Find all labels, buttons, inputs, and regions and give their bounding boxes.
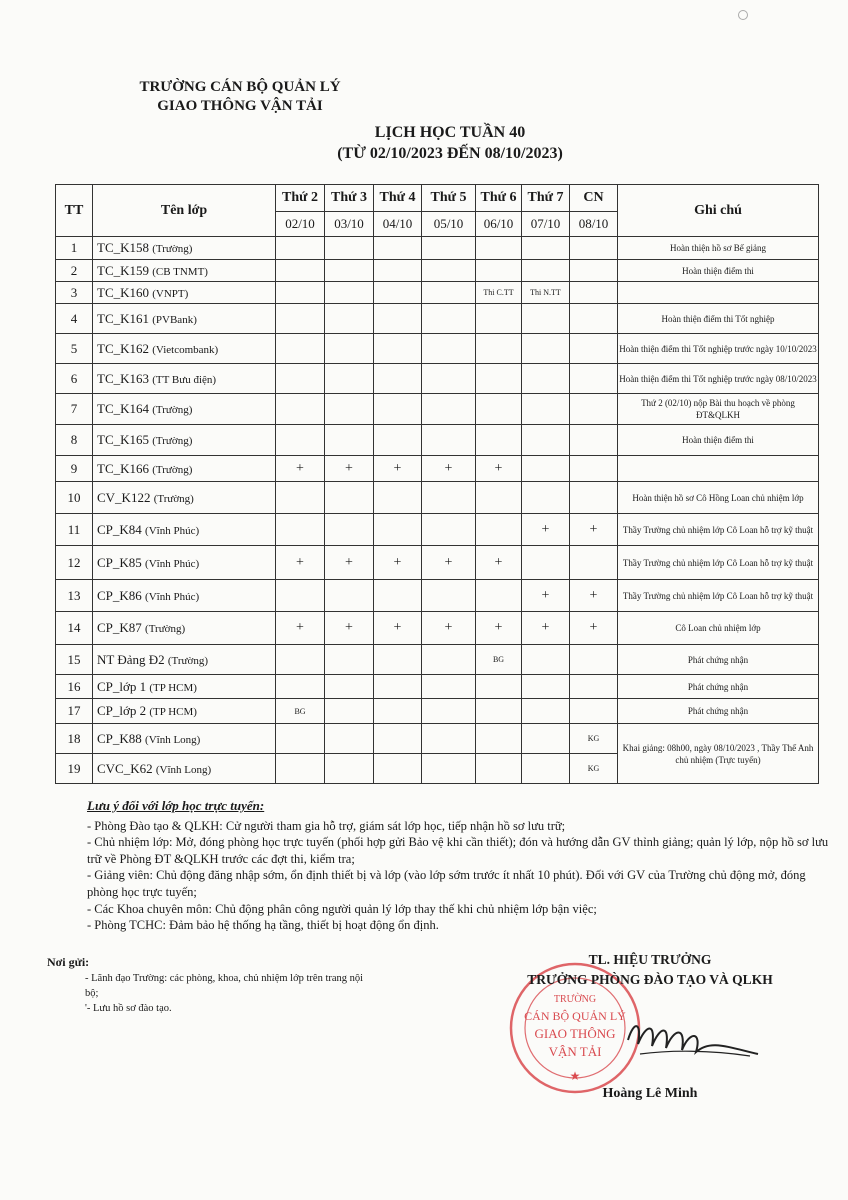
class-code: CVC_K62 xyxy=(97,760,153,776)
table-row xyxy=(56,482,819,514)
header-date: 04/10 xyxy=(374,212,422,237)
day-cell xyxy=(276,724,325,754)
signature-block xyxy=(480,950,820,990)
day-cell xyxy=(276,580,325,612)
row-number: 4 xyxy=(56,304,93,334)
row-number: 13 xyxy=(56,580,93,612)
handwritten-signature xyxy=(620,1010,760,1070)
day-cell xyxy=(374,304,422,334)
row-number: 18 xyxy=(56,724,93,754)
note-item: - Phòng Đào tạo & QLKH: Cử người tham gia hỗ trợ, giám sát lớp học, tiếp nhận hồ sơ lưu trữ; xyxy=(87,818,566,833)
note-cell: Phát chứng nhận xyxy=(618,699,819,724)
day-cell: + xyxy=(570,514,618,546)
notes-list xyxy=(87,818,832,934)
class-name-cell xyxy=(93,675,276,699)
day-cell xyxy=(422,675,476,699)
note-cell: Phát chứng nhận xyxy=(618,675,819,699)
day-cell xyxy=(522,425,570,456)
class-code: TC_K162 xyxy=(97,340,149,356)
day-cell: + xyxy=(476,456,522,482)
table-row xyxy=(56,514,819,546)
day-cell xyxy=(522,334,570,364)
class-location: (TT Bưu điện) xyxy=(152,373,217,386)
day-cell xyxy=(276,514,325,546)
sign-line2: TRƯỞNG PHÒNG ĐÀO TẠO VÀ QLKH xyxy=(527,972,773,987)
day-cell: Thi N.TT xyxy=(522,282,570,304)
table-row xyxy=(56,394,819,425)
class-location: (Vĩnh Phúc) xyxy=(145,524,200,537)
class-name-cell xyxy=(93,546,276,580)
class-code: TC_K158 xyxy=(97,240,149,255)
table-row xyxy=(56,645,819,675)
class-name-cell xyxy=(93,260,276,282)
day-cell xyxy=(476,260,522,282)
title-date-range: (TỪ 02/10/2023 ĐẾN 08/10/2023) xyxy=(337,145,563,162)
stamp-text-4: VẬN TẢI xyxy=(548,1044,602,1059)
day-cell xyxy=(325,237,374,260)
day-cell xyxy=(522,394,570,425)
day-cell xyxy=(374,425,422,456)
table-row xyxy=(56,425,819,456)
day-cell xyxy=(570,456,618,482)
day-cell xyxy=(570,282,618,304)
note-cell: Hoàn thiện điểm thi xyxy=(618,260,819,282)
class-code: TC_K165 xyxy=(97,432,149,447)
table-row xyxy=(56,612,819,645)
class-code: CP_K84 xyxy=(97,521,142,537)
day-cell: + xyxy=(522,612,570,645)
note-cell: Thứ 2 (02/10) nộp Bài thu hoạch về phòng ĐT&QLKH xyxy=(618,394,819,425)
day-cell xyxy=(570,546,618,580)
recipient-item: - Lãnh đạo Trường: các phòng, khoa, chủ nhiệm lớp trên trang nội bộ; xyxy=(85,973,364,999)
class-name-cell xyxy=(93,724,276,754)
table-row xyxy=(56,546,819,580)
day-cell: + xyxy=(325,612,374,645)
title-week: LỊCH HỌC TUẦN 40 xyxy=(374,124,526,141)
class-location: (Trường) xyxy=(152,435,193,447)
note-cell xyxy=(618,282,819,304)
header-date: 08/10 xyxy=(570,212,618,237)
day-cell xyxy=(325,304,374,334)
row-number: 5 xyxy=(56,334,93,364)
day-cell xyxy=(570,334,618,364)
day-cell: Thi C.TT xyxy=(476,282,522,304)
day-cell: + xyxy=(422,612,476,645)
day-cell xyxy=(570,394,618,425)
day-cell xyxy=(325,425,374,456)
day-cell xyxy=(325,364,374,394)
document-title xyxy=(230,122,670,164)
day-cell xyxy=(374,364,422,394)
header-day: Thứ 3 xyxy=(325,185,374,212)
day-cell xyxy=(522,754,570,784)
note-cell: Hoàn thiện điểm thi Tốt nghiệp xyxy=(618,304,819,334)
note-cell: Thầy Trường chủ nhiệm lớp Cô Loan hỗ trợ kỹ thuật xyxy=(618,514,819,546)
class-code: CP_K85 xyxy=(97,554,142,570)
row-number: 17 xyxy=(56,699,93,724)
signer-name: Hoàng Lê Minh xyxy=(602,1086,698,1101)
day-cell xyxy=(325,699,374,724)
day-cell xyxy=(374,282,422,304)
table-row xyxy=(56,304,819,334)
class-location: (Vietcombank) xyxy=(152,343,219,356)
day-cell xyxy=(522,724,570,754)
day-cell xyxy=(476,237,522,260)
day-cell xyxy=(570,675,618,699)
recipient-item: '- Lưu hồ sơ đào tạo. xyxy=(85,1003,172,1014)
class-name-cell xyxy=(93,514,276,546)
day-cell xyxy=(422,724,476,754)
sign-line1: TL. HIỆU TRƯỞNG xyxy=(588,952,712,967)
corner-mark xyxy=(738,10,748,20)
class-name-cell xyxy=(93,456,276,482)
class-location: (Vĩnh Phúc) xyxy=(145,590,200,603)
note-item: - Chủ nhiệm lớp: Mở, đóng phòng học trực tuyến (phối hợp gửi Bảo vệ khi cần thiết); đón và hướng dẫn GV thỉnh giảng; quản lý lớp, nộp hồ sơ lưu trữ về Phòng ĐT &QLKH trước các đợt thi, kiểm tra; xyxy=(87,835,829,866)
table-row xyxy=(56,237,819,260)
day-cell: + xyxy=(374,456,422,482)
class-code: CP_lớp 1 xyxy=(97,678,147,694)
day-cell xyxy=(422,260,476,282)
day-cell xyxy=(325,645,374,675)
table-row xyxy=(56,364,819,394)
day-cell xyxy=(276,364,325,394)
header-day: Thứ 6 xyxy=(476,185,522,212)
day-cell xyxy=(422,754,476,784)
class-code: TC_K166 xyxy=(97,460,149,476)
day-cell xyxy=(522,260,570,282)
day-cell xyxy=(522,456,570,482)
row-number: 15 xyxy=(56,645,93,675)
day-cell: + xyxy=(476,612,522,645)
day-cell xyxy=(422,580,476,612)
day-cell: + xyxy=(374,546,422,580)
day-cell: + xyxy=(570,612,618,645)
day-cell xyxy=(422,282,476,304)
day-cell xyxy=(325,482,374,514)
day-cell xyxy=(374,482,422,514)
class-location: (Trường) xyxy=(152,243,193,255)
class-code: CP_lớp 2 xyxy=(97,703,147,718)
class-name-cell xyxy=(93,645,276,675)
day-cell: BG xyxy=(476,645,522,675)
class-location: (TP HCM) xyxy=(149,706,197,718)
day-cell xyxy=(476,514,522,546)
header-tt: TT xyxy=(56,185,93,237)
day-cell xyxy=(276,425,325,456)
day-cell xyxy=(522,546,570,580)
note-item: - Phòng TCHC: Đảm bảo hệ thống hạ tầng, thiết bị hoạt động ổn định. xyxy=(87,918,439,933)
day-cell xyxy=(570,304,618,334)
stamp-text-3: GIAO THÔNG xyxy=(534,1026,616,1041)
day-cell xyxy=(522,675,570,699)
svg-text:★: ★ xyxy=(569,1069,581,1083)
class-code: TC_K159 xyxy=(97,262,149,278)
day-cell: + xyxy=(374,612,422,645)
day-cell xyxy=(522,237,570,260)
day-cell xyxy=(476,699,522,724)
class-code: CP_K87 xyxy=(97,620,142,635)
day-cell xyxy=(276,304,325,334)
row-number: 3 xyxy=(56,282,93,304)
row-number: 6 xyxy=(56,364,93,394)
class-name-cell xyxy=(93,394,276,425)
class-name-cell xyxy=(93,699,276,724)
table-row xyxy=(56,260,819,282)
class-code: TC_K163 xyxy=(97,370,149,386)
day-cell xyxy=(522,364,570,394)
class-location: (Trường) xyxy=(152,404,193,416)
day-cell: + xyxy=(476,546,522,580)
class-code: TC_K161 xyxy=(97,310,149,326)
day-cell xyxy=(476,675,522,699)
header-date: 02/10 xyxy=(276,212,325,237)
row-number: 11 xyxy=(56,514,93,546)
class-location: (Trường) xyxy=(153,492,194,505)
class-name-cell xyxy=(93,482,276,514)
day-cell xyxy=(374,580,422,612)
table-row xyxy=(56,675,819,699)
class-location: (TP HCM) xyxy=(149,681,197,694)
class-code: TC_K164 xyxy=(97,401,149,416)
header-note: Ghi chú xyxy=(618,185,819,237)
class-name-cell xyxy=(93,580,276,612)
day-cell xyxy=(476,304,522,334)
class-name-cell xyxy=(93,425,276,456)
day-cell xyxy=(422,645,476,675)
day-cell xyxy=(476,580,522,612)
day-cell xyxy=(325,724,374,754)
school-name-line1: TRƯỜNG CÁN BỘ QUẢN LÝ xyxy=(139,79,341,95)
recipients-heading: Nơi gửi: xyxy=(47,955,90,969)
header-date: 03/10 xyxy=(325,212,374,237)
day-cell xyxy=(374,699,422,724)
day-cell xyxy=(325,514,374,546)
school-name xyxy=(95,78,385,116)
day-cell xyxy=(422,334,476,364)
day-cell xyxy=(422,514,476,546)
class-name-cell xyxy=(93,282,276,304)
table-row xyxy=(56,580,819,612)
day-cell xyxy=(276,237,325,260)
day-cell xyxy=(325,675,374,699)
class-location: (Trường) xyxy=(145,623,186,635)
class-name-cell xyxy=(93,364,276,394)
header-date: 07/10 xyxy=(522,212,570,237)
header-date: 06/10 xyxy=(476,212,522,237)
day-cell xyxy=(374,237,422,260)
day-cell: BG xyxy=(276,699,325,724)
day-cell xyxy=(374,514,422,546)
class-location: (VNPT) xyxy=(152,287,189,300)
day-cell: + xyxy=(325,546,374,580)
table-row xyxy=(56,282,819,304)
day-cell xyxy=(276,645,325,675)
class-name-cell xyxy=(93,304,276,334)
day-cell xyxy=(374,724,422,754)
class-code: CP_K88 xyxy=(97,730,142,746)
day-cell xyxy=(422,304,476,334)
header-date: 05/10 xyxy=(422,212,476,237)
class-location: (PVBank) xyxy=(152,313,197,326)
day-cell xyxy=(570,237,618,260)
class-location: (Vĩnh Long) xyxy=(155,763,212,776)
header-day: CN xyxy=(570,185,618,212)
day-cell xyxy=(276,482,325,514)
day-cell: + xyxy=(276,546,325,580)
day-cell: + xyxy=(276,612,325,645)
stamp-text-1: TRƯỜNG xyxy=(553,994,597,1005)
note-cell: Khai giảng: 08h00, ngày 08/10/2023 , Thầy Thế Anh chủ nhiệm (Trực tuyến) xyxy=(618,724,819,784)
day-cell: + xyxy=(570,580,618,612)
note-cell: Hoàn thiện điểm thi xyxy=(618,425,819,456)
day-cell xyxy=(422,699,476,724)
note-item: - Giảng viên: Chủ động đăng nhập sớm, ổn định thiết bị và lớp (vào lớp sớm trước ít nhất 10 phút). Đối với GV của Trường chủ động mở, đóng phòng học trực tuyến; xyxy=(87,868,806,899)
class-location: (Trường) xyxy=(152,463,193,476)
row-number: 14 xyxy=(56,612,93,645)
day-cell xyxy=(570,699,618,724)
row-number: 9 xyxy=(56,456,93,482)
row-number: 7 xyxy=(56,394,93,425)
day-cell xyxy=(570,425,618,456)
day-cell xyxy=(476,334,522,364)
class-name-cell xyxy=(93,237,276,260)
day-cell xyxy=(325,282,374,304)
class-name-cell xyxy=(93,612,276,645)
day-cell xyxy=(325,754,374,784)
day-cell xyxy=(476,724,522,754)
day-cell xyxy=(374,394,422,425)
class-location: (Vĩnh Phúc) xyxy=(145,557,200,570)
day-cell xyxy=(570,260,618,282)
day-cell xyxy=(276,334,325,364)
header-day: Thứ 4 xyxy=(374,185,422,212)
note-cell: Cô Loan chủ nhiệm lớp xyxy=(618,612,819,645)
day-cell: KG xyxy=(570,724,618,754)
class-code: NT Đảng Đ2 xyxy=(97,651,165,667)
note-cell: Thầy Trường chủ nhiệm lớp Cô Loan hỗ trợ kỹ thuật xyxy=(618,580,819,612)
day-cell xyxy=(522,482,570,514)
note-cell: Hoàn thiện điểm thi Tốt nghiệp trước ngày 10/10/2023 xyxy=(618,334,819,364)
notes-heading: Lưu ý đối với lớp học trực tuyến: xyxy=(87,798,265,813)
class-location: (Trường) xyxy=(167,654,208,667)
recipients-list xyxy=(85,971,375,1016)
day-cell: + xyxy=(522,580,570,612)
header-day: Thứ 7 xyxy=(522,185,570,212)
note-item: - Các Khoa chuyên môn: Chủ động phân công người quản lý lớp thay thế khi chủ nhiệm lớp bận việc; xyxy=(87,901,597,916)
day-cell xyxy=(374,260,422,282)
school-name-line2: GIAO THÔNG VẬN TẢI xyxy=(157,98,323,114)
stamp-text-2: CÁN BỘ QUẢN LÝ xyxy=(524,1009,626,1023)
note-cell: Hoàn thiện điểm thi Tốt nghiệp trước ngày 08/10/2023 xyxy=(618,364,819,394)
class-code: CP_K86 xyxy=(97,587,142,603)
row-number: 8 xyxy=(56,425,93,456)
day-cell: + xyxy=(522,514,570,546)
day-cell: KG xyxy=(570,754,618,784)
day-cell xyxy=(276,282,325,304)
table-row xyxy=(56,724,819,754)
day-cell xyxy=(422,394,476,425)
header-day: Thứ 5 xyxy=(422,185,476,212)
online-class-notes xyxy=(87,798,832,934)
table-row xyxy=(56,334,819,364)
day-cell xyxy=(476,394,522,425)
day-cell xyxy=(374,334,422,364)
header-day: Thứ 2 xyxy=(276,185,325,212)
day-cell xyxy=(570,482,618,514)
note-cell: Thầy Trường chủ nhiệm lớp Cô Loan hỗ trợ kỹ thuật xyxy=(618,546,819,580)
note-cell: Phát chứng nhận xyxy=(618,645,819,675)
day-cell: + xyxy=(325,456,374,482)
day-cell xyxy=(422,364,476,394)
class-name-cell xyxy=(93,334,276,364)
day-cell xyxy=(374,645,422,675)
day-cell xyxy=(325,580,374,612)
row-number: 19 xyxy=(56,754,93,784)
day-cell xyxy=(522,304,570,334)
day-cell xyxy=(476,364,522,394)
day-cell xyxy=(570,645,618,675)
day-cell xyxy=(325,260,374,282)
table-row xyxy=(56,699,819,724)
day-cell xyxy=(374,754,422,784)
day-cell xyxy=(476,425,522,456)
day-cell xyxy=(422,237,476,260)
day-cell: + xyxy=(422,456,476,482)
day-cell xyxy=(422,425,476,456)
header-class-name: Tên lớp xyxy=(93,185,276,237)
schedule-table xyxy=(55,184,819,784)
day-cell xyxy=(522,699,570,724)
day-cell xyxy=(476,482,522,514)
class-location: (CB TNMT) xyxy=(152,265,208,278)
day-cell xyxy=(374,675,422,699)
note-cell xyxy=(618,456,819,482)
day-cell xyxy=(276,260,325,282)
row-number: 16 xyxy=(56,675,93,699)
row-number: 12 xyxy=(56,546,93,580)
day-cell xyxy=(476,754,522,784)
table-row xyxy=(56,456,819,482)
class-code: TC_K160 xyxy=(97,284,149,300)
day-cell xyxy=(276,675,325,699)
day-cell xyxy=(276,394,325,425)
row-number: 2 xyxy=(56,260,93,282)
note-cell: Hoàn thiện hồ sơ Bế giảng xyxy=(618,237,819,260)
day-cell xyxy=(325,394,374,425)
class-code: CV_K122 xyxy=(97,489,151,505)
day-cell xyxy=(276,754,325,784)
row-number: 1 xyxy=(56,237,93,260)
day-cell: + xyxy=(422,546,476,580)
class-name-cell xyxy=(93,754,276,784)
day-cell xyxy=(522,645,570,675)
row-number: 10 xyxy=(56,482,93,514)
day-cell: + xyxy=(276,456,325,482)
class-location: (Vĩnh Long) xyxy=(145,733,201,746)
day-cell xyxy=(325,334,374,364)
day-cell xyxy=(570,364,618,394)
day-cell xyxy=(422,482,476,514)
note-cell: Hoàn thiện hồ sơ Cô Hồng Loan chủ nhiệm lớp xyxy=(618,482,819,514)
